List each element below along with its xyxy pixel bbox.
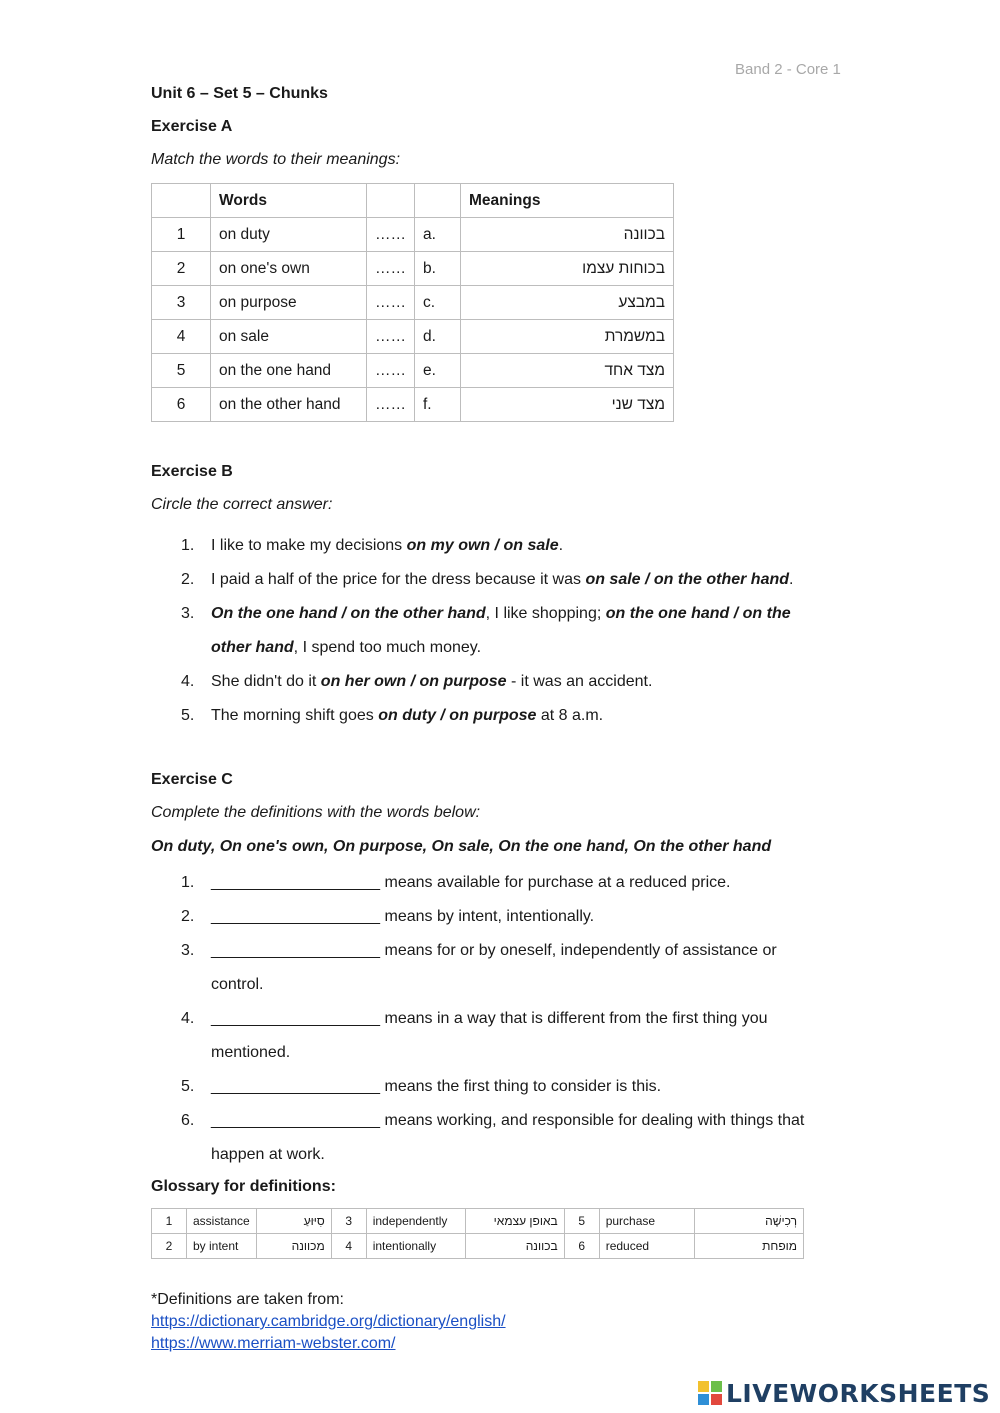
definition-cont: happen at work. (211, 1146, 325, 1163)
gloss-translation: באופן עצמאי (465, 1209, 564, 1234)
table-row (152, 218, 674, 252)
table-row (152, 252, 674, 286)
exercise-a-instruction: Match the words to their meanings: (151, 151, 401, 168)
definition-cont: control. (211, 976, 264, 993)
list-item (181, 934, 861, 1002)
table-row (152, 1234, 804, 1259)
answer-choices[interactable]: On the one hand / on the other hand (211, 605, 486, 622)
table-row (152, 1209, 804, 1234)
sentence-text: , I like shopping; (485, 605, 606, 622)
liveworksheets-logo[interactable] (698, 1376, 994, 1410)
item-number: 5. (181, 707, 195, 724)
letter-cell: a. (415, 218, 461, 252)
exercise-b-list (181, 529, 861, 733)
table-row (152, 286, 674, 320)
row-number: 2 (152, 252, 211, 286)
answer-blank[interactable]: ___________________ (211, 908, 381, 925)
answer-blank[interactable]: …… (367, 218, 415, 252)
gloss-number: 4 (331, 1234, 366, 1259)
gloss-number: 1 (152, 1209, 187, 1234)
sentence-text: I like to make my decisions (211, 537, 407, 554)
answer-blank[interactable]: …… (367, 354, 415, 388)
page-title: Unit 6 – Set 5 – Chunks (151, 85, 328, 102)
list-item (181, 597, 861, 665)
meaning-cell: בכוחות עצמו (461, 252, 674, 286)
gloss-translation: רְכִישָׁה (694, 1209, 803, 1234)
answer-choices[interactable]: on my own / on sale (406, 537, 559, 554)
answer-choices[interactable]: on her own / on purpose (320, 673, 507, 690)
meaning-cell: בכוונה (461, 218, 674, 252)
answer-choices[interactable]: on duty / on purpose (378, 707, 537, 724)
gloss-translation: מכוונה (256, 1234, 331, 1259)
meaning-cell: במבצע (461, 286, 674, 320)
answer-blank[interactable]: …… (367, 286, 415, 320)
gloss-number: 5 (564, 1209, 599, 1234)
merriam-webster-link[interactable]: https://www.merriam-webster.com/ (151, 1335, 396, 1352)
answer-blank[interactable]: ___________________ (211, 1010, 381, 1027)
answer-blank[interactable]: ___________________ (211, 942, 381, 959)
answer-blank[interactable]: …… (367, 320, 415, 354)
exercise-c-title: Exercise C (151, 771, 233, 788)
band-label: Band 2 - Core 1 (735, 61, 841, 78)
glossary-table (151, 1208, 804, 1259)
word-cell: on one's own (211, 252, 367, 286)
answer-blank[interactable]: …… (367, 388, 415, 422)
row-number: 1 (152, 218, 211, 252)
word-cell: on the one hand (211, 354, 367, 388)
matching-header-row (152, 184, 674, 218)
meaning-cell: במשמרת (461, 320, 674, 354)
sources-note: *Definitions are taken from: (151, 1291, 344, 1308)
row-number: 4 (152, 320, 211, 354)
answer-choices[interactable]: on the one hand / on the (605, 605, 791, 622)
meaning-cell: מצד אחד (461, 354, 674, 388)
list-item (181, 563, 861, 597)
item-number: 1. (181, 537, 195, 554)
answer-blank[interactable]: ___________________ (211, 874, 381, 891)
definition-text: means in a way that is different from the first thing you (380, 1010, 768, 1027)
gloss-term: by intent (187, 1234, 257, 1259)
word-cell: on purpose (211, 286, 367, 320)
meaning-cell: מצד שני (461, 388, 674, 422)
word-bank: On duty, On one's own, On purpose, On sale, On the one hand, On the other hand (151, 838, 772, 855)
gloss-translation: מופחת (694, 1234, 803, 1259)
answer-blank[interactable]: ___________________ (211, 1078, 381, 1095)
word-cell: on the other hand (211, 388, 367, 422)
letter-cell: b. (415, 252, 461, 286)
item-number: 5. (181, 1078, 195, 1095)
list-item (181, 1070, 861, 1104)
sentence-text: at 8 a.m. (536, 707, 604, 724)
exercise-c-list (181, 866, 861, 1172)
table-row (152, 354, 674, 388)
list-item (181, 699, 861, 733)
item-number: 3. (181, 605, 195, 622)
definition-text: means working, and responsible for dealing with things that (380, 1112, 805, 1129)
num-header (152, 184, 211, 218)
letter-header (415, 184, 461, 218)
item-number: 2. (181, 571, 195, 588)
item-number: 6. (181, 1112, 195, 1129)
list-item (181, 1002, 861, 1070)
item-number: 3. (181, 942, 195, 959)
gloss-translation: בכוונה (465, 1234, 564, 1259)
definition-text: means by intent, intentionally. (380, 908, 595, 925)
list-item (181, 866, 861, 900)
gloss-term: intentionally (366, 1234, 465, 1259)
answer-choices[interactable]: on sale / on the other hand (585, 571, 790, 588)
blank-header (367, 184, 415, 218)
sentence-text: She didn't do it (211, 673, 321, 690)
gloss-term: independently (366, 1209, 465, 1234)
meanings-header: Meanings (461, 184, 674, 218)
sentence-text: The morning shift goes (211, 707, 379, 724)
definition-cont: mentioned. (211, 1044, 291, 1061)
exercise-b-instruction: Circle the correct answer: (151, 496, 333, 513)
exercise-b-title: Exercise B (151, 463, 233, 480)
sentence-text: - it was an accident. (506, 673, 653, 690)
letter-cell: d. (415, 320, 461, 354)
definition-text: means available for purchase at a reduced price. (380, 874, 731, 891)
letter-cell: e. (415, 354, 461, 388)
word-cell: on sale (211, 320, 367, 354)
gloss-term: reduced (599, 1234, 694, 1259)
logo-mark-icon (698, 1381, 722, 1405)
glossary-title: Glossary for definitions: (151, 1178, 336, 1195)
gloss-term: purchase (599, 1209, 694, 1234)
gloss-number: 6 (564, 1234, 599, 1259)
matching-table (151, 183, 674, 422)
exercise-a-title: Exercise A (151, 118, 233, 135)
answer-choices-cont[interactable]: other hand (211, 639, 294, 656)
answer-blank[interactable]: …… (367, 252, 415, 286)
answer-blank[interactable]: ___________________ (211, 1112, 381, 1129)
list-item (181, 1104, 861, 1172)
gloss-number: 2 (152, 1234, 187, 1259)
words-header: Words (211, 184, 367, 218)
letter-cell: f. (415, 388, 461, 422)
sentence-text: , I spend too much money. (293, 639, 482, 656)
word-cell: on duty (211, 218, 367, 252)
definition-text: means the first thing to consider is this. (380, 1078, 662, 1095)
gloss-term: assistance (187, 1209, 257, 1234)
sentence-text: I paid a half of the price for the dress because it was (211, 571, 586, 588)
table-row (152, 388, 674, 422)
item-number: 4. (181, 673, 195, 690)
letter-cell: c. (415, 286, 461, 320)
definition-text: means for or by oneself, independently of assistance or (380, 942, 777, 959)
logo-text: LIVEWORKSHEETS (726, 1378, 991, 1408)
list-item (181, 665, 861, 699)
cambridge-link[interactable]: https://dictionary.cambridge.org/dictionary/english/ (151, 1313, 506, 1330)
exercise-c-instruction: Complete the definitions with the words below: (151, 804, 481, 821)
sentence-text: . (789, 571, 794, 588)
item-number: 1. (181, 874, 195, 891)
row-number: 6 (152, 388, 211, 422)
gloss-translation: סִיּוּעַ (256, 1209, 331, 1234)
sentence-text: . (558, 537, 564, 554)
table-row (152, 320, 674, 354)
row-number: 5 (152, 354, 211, 388)
list-item (181, 900, 861, 934)
item-number: 2. (181, 908, 195, 925)
item-number: 4. (181, 1010, 195, 1027)
list-item (181, 529, 861, 563)
sources (151, 1289, 506, 1355)
row-number: 3 (152, 286, 211, 320)
gloss-number: 3 (331, 1209, 366, 1234)
